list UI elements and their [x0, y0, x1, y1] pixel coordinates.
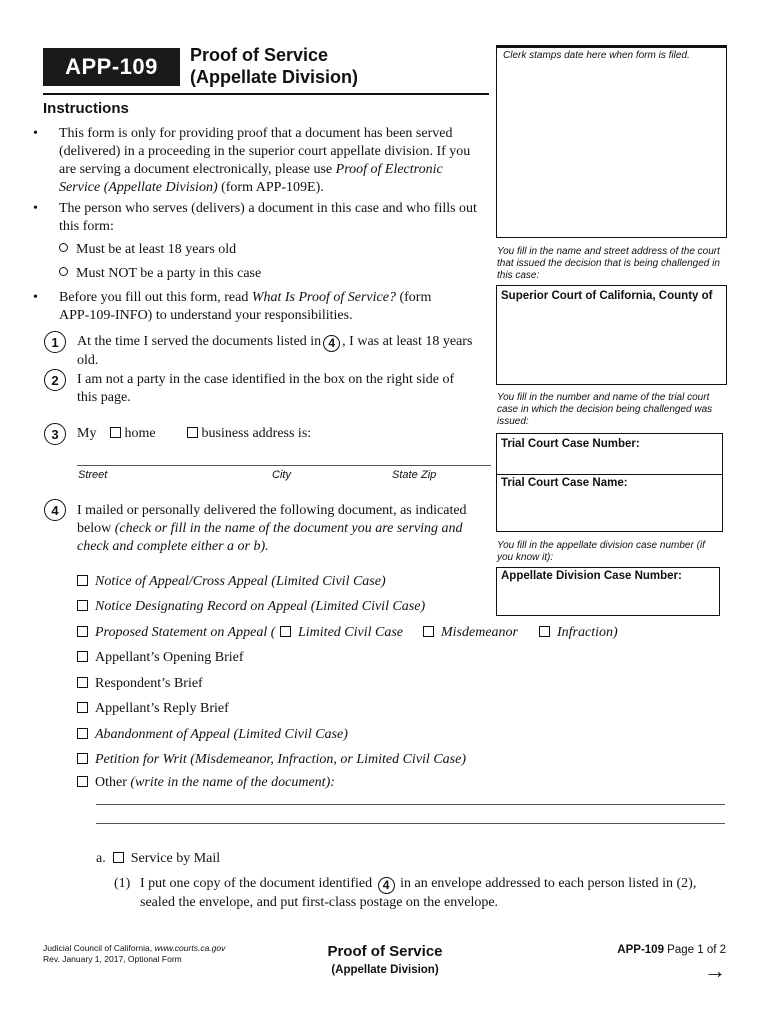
- page-number: Page 1 of 2: [667, 944, 726, 956]
- footer-title: [300, 943, 470, 976]
- text-line: [43, 943, 225, 954]
- item-4-text: [77, 502, 492, 556]
- checkbox[interactable]: [77, 753, 88, 764]
- clerk-stamp-box: [496, 45, 727, 238]
- text-span: Must NOT be a party in this case: [76, 266, 262, 281]
- link-text-proof-electronic-2: Service (Appellate Division): [59, 180, 218, 195]
- other-document-line-2[interactable]: [96, 823, 725, 824]
- checkbox[interactable]: [77, 651, 88, 662]
- item-number-2: 2: [44, 369, 66, 391]
- item-reference-4: 4: [323, 335, 340, 352]
- item-1-text: [77, 333, 497, 370]
- text-line: This form is only for providing proof that a document has been served: [59, 126, 453, 141]
- checkbox[interactable]: [77, 702, 88, 713]
- footer-page-info: [560, 944, 726, 982]
- doc-option-reply-brief[interactable]: [77, 700, 229, 718]
- text-line: you know it):: [497, 552, 554, 563]
- city-label: City: [272, 469, 291, 481]
- circle-bullet-icon: [59, 243, 68, 252]
- item-2-text: [77, 371, 487, 407]
- text-line: this case:: [497, 270, 540, 281]
- circle-bullet-icon: [59, 267, 68, 276]
- item-number-3: 3: [44, 423, 66, 445]
- state-label: State: [392, 469, 418, 481]
- next-page-arrow-icon[interactable]: →: [704, 958, 726, 983]
- home-option[interactable]: [110, 425, 156, 443]
- proposed-infraction[interactable]: [539, 624, 618, 642]
- doc-option-proposed-statement[interactable]: [77, 624, 275, 642]
- form-number-badge: APP-109: [43, 48, 180, 86]
- home-label: home: [124, 426, 156, 441]
- doc-label: Other: [95, 775, 127, 790]
- trial-case-note: [497, 392, 729, 428]
- clerk-stamp-box-top-rule: [496, 45, 727, 48]
- text-span: Judicial Council of California,: [43, 943, 155, 953]
- doc-label: Abandonment of Appeal (Limited Civil Case): [95, 727, 348, 742]
- text-line: [59, 289, 484, 307]
- option-label: Infraction): [557, 625, 618, 640]
- trial-case-name-label: Trial Court Case Name:: [501, 477, 628, 489]
- form-title-line1: Proof of Service: [190, 45, 329, 65]
- footer-form-number: APP-109: [617, 944, 664, 956]
- appellate-case-note: [497, 540, 729, 564]
- text-line: check and complete either a or b).: [77, 539, 269, 554]
- clerk-stamp-note: Clerk stamps date here when form is filed.: [503, 50, 690, 61]
- text-line: [77, 520, 492, 538]
- doc-label: Respondent’s Brief: [95, 676, 203, 691]
- courts-website-link[interactable]: www.courts.ca.gov: [154, 943, 226, 953]
- doc-label: Petition for Writ (Misdemeanor, Infraction, or Limited Civil Case): [95, 752, 466, 767]
- instruction-bullet-1: [59, 125, 484, 197]
- header-rule: [43, 93, 489, 95]
- text-span: (form APP-109E).: [217, 180, 324, 195]
- text-span: (check or fill in the name of the document you are serving and: [114, 521, 463, 536]
- doc-label: Appellant’s Opening Brief: [95, 650, 244, 665]
- doc-option-respondent-brief[interactable]: [77, 675, 203, 693]
- home-checkbox[interactable]: [110, 427, 121, 438]
- sub-bullet-2: [59, 265, 261, 283]
- checkbox[interactable]: [77, 677, 88, 688]
- text-line: this form:: [59, 219, 114, 234]
- doc-label: Proposed Statement on Appeal (: [95, 625, 276, 640]
- checkbox[interactable]: [77, 776, 88, 787]
- checkbox[interactable]: [77, 575, 88, 586]
- text-line: You fill in the number and name of the trial court: [497, 392, 710, 403]
- text-line: The person who serves (delivers) a document in this case and who fills out: [59, 201, 477, 216]
- street-label: Street: [78, 469, 108, 481]
- item-3-text: My: [77, 426, 97, 441]
- service-by-mail-step-1: [140, 875, 730, 912]
- text-line: case in which the decision being challenged was: [497, 404, 713, 415]
- text-line: I am not a party in the case identified in the box on the right side of: [77, 372, 455, 387]
- bullet-marker: •: [33, 126, 38, 141]
- instruction-bullet-3: [59, 289, 484, 325]
- text-line: I mailed or personally delivered the following document, as indicated: [77, 503, 467, 518]
- text-span: below: [77, 521, 115, 536]
- doc-label: Notice Designating Record on Appeal (Limited Civil Case): [95, 599, 426, 614]
- other-document-line-1[interactable]: [96, 804, 725, 805]
- text-line: this page.: [77, 390, 131, 405]
- sub-bullet-1: [59, 241, 236, 259]
- doc-option-notice-of-appeal[interactable]: [77, 573, 386, 591]
- court-note: [497, 246, 729, 282]
- text-line: [59, 179, 484, 197]
- step-number: (1): [114, 876, 131, 891]
- checkbox[interactable]: [423, 626, 434, 637]
- text-span: in an envelope addressed to each person listed in (2),: [400, 876, 697, 891]
- doc-option-opening-brief[interactable]: [77, 649, 244, 667]
- instructions-heading: Instructions: [43, 100, 129, 117]
- text-line: issued:: [497, 416, 529, 427]
- checkbox[interactable]: [77, 600, 88, 611]
- address-line[interactable]: [77, 465, 491, 466]
- text-line: You fill in the name and street address of the court: [497, 246, 720, 257]
- text-span: Before you fill out this form, read: [59, 290, 252, 305]
- option-label: Service by Mail: [130, 851, 221, 866]
- footer-publisher: [43, 943, 225, 965]
- business-checkbox[interactable]: [187, 427, 198, 438]
- doc-label-hint: (write in the name of the document):: [130, 775, 335, 790]
- link-text-proof-electronic: Proof of Electronic: [335, 162, 443, 177]
- item-number-1: 1: [44, 331, 66, 353]
- business-label: business address is:: [201, 426, 312, 441]
- text-span: , I was at least 18 years old.: [77, 334, 473, 368]
- proposed-limited-civil[interactable]: [280, 624, 403, 642]
- instruction-bullet-2: [59, 200, 484, 236]
- text-span: At the time I served the documents listed in: [77, 334, 322, 349]
- text-span: I put one copy of the document identified: [140, 876, 373, 891]
- checkbox[interactable]: [539, 626, 550, 637]
- doc-option-other[interactable]: [77, 774, 335, 792]
- business-option[interactable]: [187, 425, 311, 443]
- text-line: [140, 875, 730, 894]
- revision-date: Rev. January 1, 2017, Optional Form: [43, 954, 182, 964]
- doc-option-petition-writ[interactable]: [77, 751, 466, 769]
- doc-label: Appellant’s Reply Brief: [95, 701, 229, 716]
- service-by-mail-option[interactable]: [96, 850, 220, 868]
- option-letter: a.: [96, 851, 106, 866]
- checkbox[interactable]: [280, 626, 291, 637]
- checkbox[interactable]: [113, 852, 124, 863]
- text-line: that issued the decision that is being challenged in: [497, 258, 720, 269]
- option-label: Limited Civil Case: [298, 625, 403, 640]
- form-title: [190, 44, 358, 88]
- text-line: [59, 161, 484, 179]
- proposed-misdemeanor[interactable]: [423, 624, 518, 642]
- text-line: APP-109-INFO) to understand your responsibilities.: [59, 308, 353, 323]
- appellate-case-number-label: Appellate Division Case Number:: [501, 570, 682, 582]
- bullet-marker: •: [33, 290, 38, 305]
- option-label: Misdemeanor: [441, 625, 518, 640]
- text-span: (form: [395, 290, 432, 305]
- doc-option-notice-designating[interactable]: [77, 598, 425, 616]
- footer-title-line2: (Appellate Division): [331, 964, 439, 976]
- checkbox[interactable]: [77, 728, 88, 739]
- item-reference-4: 4: [378, 877, 395, 894]
- doc-option-abandonment[interactable]: [77, 726, 348, 744]
- zip-label: Zip: [421, 469, 437, 481]
- text-line: sealed the envelope, and put first-class postage on the envelope.: [140, 894, 499, 910]
- footer-title-line1: Proof of Service: [327, 943, 443, 960]
- checkbox[interactable]: [77, 626, 88, 637]
- doc-label: Notice of Appeal/Cross Appeal (Limited Civil Case): [95, 574, 386, 589]
- trial-case-number-label: Trial Court Case Number:: [501, 438, 640, 450]
- form-title-line2: (Appellate Division): [190, 67, 359, 87]
- text-span: What Is Proof of Service?: [251, 290, 396, 305]
- item-number-4: 4: [44, 499, 66, 521]
- text-span: Must be at least 18 years old: [76, 242, 237, 257]
- bullet-marker: •: [33, 201, 38, 216]
- text-line: You fill in the appellate division case number (if: [497, 540, 705, 551]
- court-label: Superior Court of California, County of: [501, 290, 713, 302]
- text-span: are serving a document electronically, please use: [59, 162, 336, 177]
- text-line: (delivered) in a proceeding in the superior court appellate division. If you: [59, 144, 471, 159]
